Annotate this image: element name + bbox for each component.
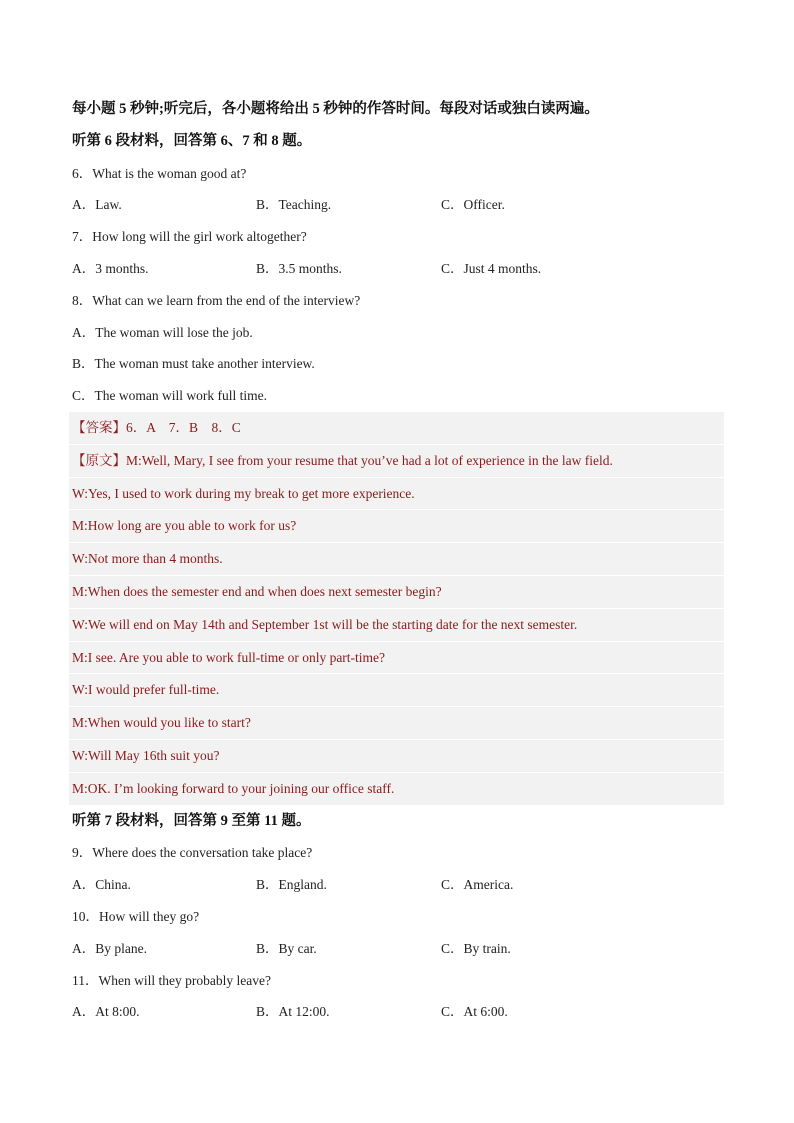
option-b: B．3.5 months. — [256, 260, 342, 276]
option-a: A．Law. — [72, 197, 122, 213]
option-b: B．Teaching. — [256, 197, 332, 213]
question-10-stem: 10．How will they go? — [72, 908, 200, 924]
option-a: A．The woman will lose the job. — [72, 324, 253, 340]
option-a: A．By plane. — [72, 940, 147, 956]
question-6-options — [72, 189, 724, 221]
section-6-heading: 听第 6 段材料，回答第 6、7 和 8 题。 — [72, 132, 312, 149]
question-11-options — [72, 996, 724, 1028]
transcript-line: 【原文】M:Well, Mary, I see from your resume that you’ve had a lot of experience in the law field. — [69, 445, 724, 478]
transcript-line: W:I would prefer full-time. — [69, 674, 724, 707]
option-c: C．The woman will work full time. — [72, 388, 267, 404]
option-c: C．Just 4 months. — [441, 260, 542, 276]
question-6-stem: 6．What is the woman good at? — [72, 165, 247, 181]
option-c: C．At 6:00. — [441, 1004, 508, 1020]
transcript-line: W:Not more than 4 months. — [69, 543, 724, 576]
instructions-text: 每小题 5 秒钟;听完后，各小题将给出 5 秒钟的作答时间。每段对话或独白读两遍。 — [72, 101, 599, 117]
question-8-stem: 8．What can we learn from the end of the interview? — [72, 292, 361, 308]
question-11-stem: 11．When will they probably leave? — [72, 972, 271, 988]
section-7-heading: 听第 7 段材料，回答第 9 至第 11 题。 — [72, 812, 311, 829]
question-7-options — [72, 253, 724, 285]
question-10-options — [72, 933, 724, 965]
question-9-stem: 9．Where does the conversation take place? — [72, 845, 313, 861]
document-page — [72, 94, 724, 1028]
transcript-line: M:I see. Are you able to work full-time or only part-time? — [69, 642, 724, 675]
transcript-line: M:How long are you able to work for us? — [69, 510, 724, 543]
option-c: C．America. — [441, 877, 514, 893]
question-9-options — [72, 869, 724, 901]
transcript-label: 【原文】 — [72, 452, 126, 468]
option-a: A．China. — [72, 877, 131, 893]
transcript-line: W:Will May 16th suit you? — [69, 740, 724, 773]
option-b: B．By car. — [256, 940, 317, 956]
option-c: C．Officer. — [441, 197, 505, 213]
answer-key: 【答案】6．A 7．B 8．C — [69, 412, 724, 445]
transcript-line: W:We will end on May 14th and September 1st will be the starting date for the next semester. — [69, 609, 724, 642]
option-b: B．England. — [256, 877, 327, 893]
option-c: C．By train. — [441, 940, 511, 956]
transcript-line: M:OK. I’m looking forward to your joining our office staff. — [69, 773, 724, 806]
answer-block — [72, 412, 724, 806]
transcript-line: W:Yes, I used to work during my break to get more experience. — [69, 478, 724, 511]
option-b: B．At 12:00. — [256, 1004, 330, 1020]
option-a: A．At 8:00. — [72, 1004, 140, 1020]
option-a: A．3 months. — [72, 260, 149, 276]
question-7-stem: 7．How long will the girl work altogether? — [72, 229, 307, 245]
option-b: B．The woman must take another interview. — [72, 356, 315, 372]
transcript-line: M:When does the semester end and when does next semester begin? — [69, 576, 724, 609]
transcript-line: M:When would you like to start? — [69, 707, 724, 740]
